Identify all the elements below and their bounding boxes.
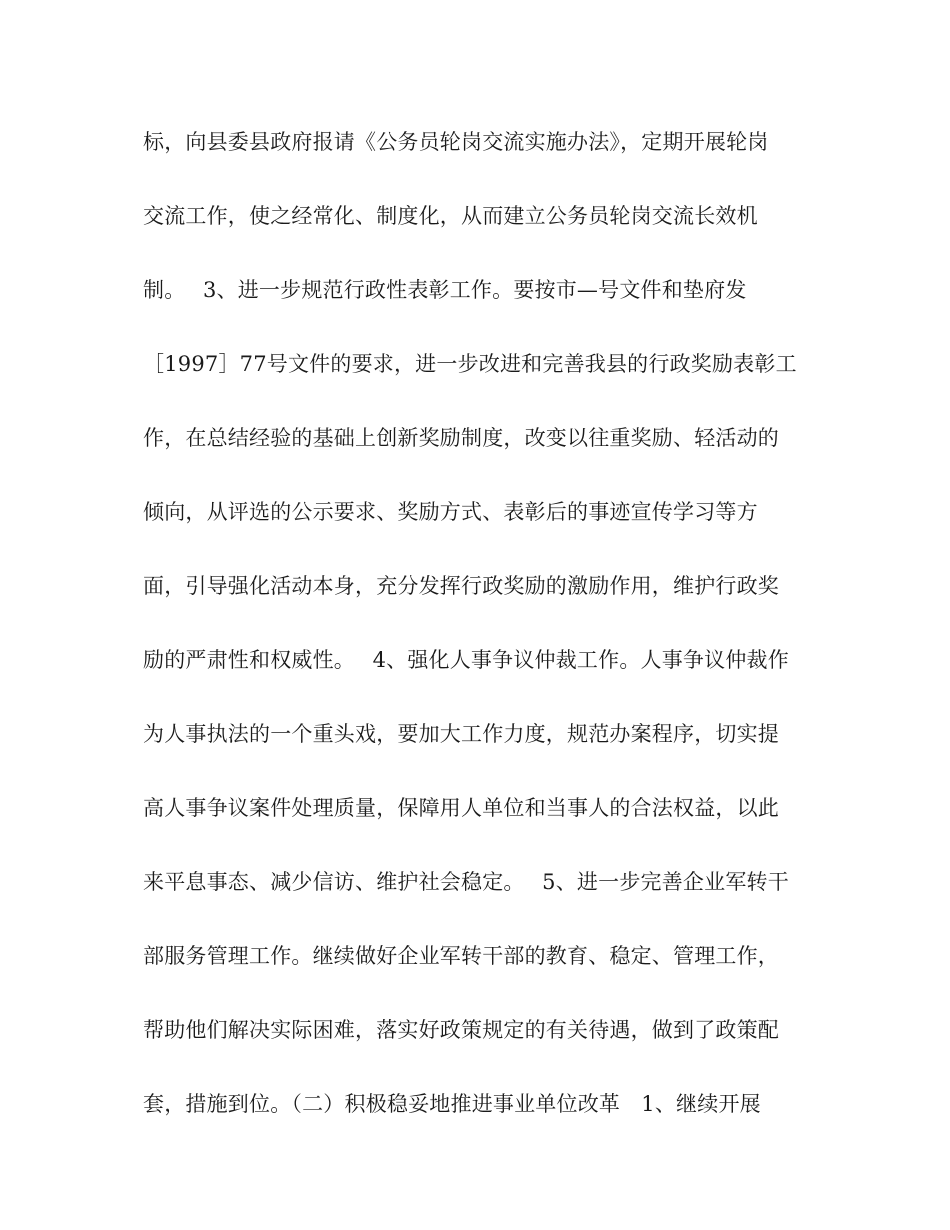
- text-line: 制。 3、进一步规范行政性表彰工作。要按市—号文件和垫府发: [143, 278, 747, 302]
- text-line: 倾向，从评选的公示要求、奖励方式、表彰后的事迹宣传学习等方: [143, 500, 758, 524]
- text-line: 作，在总结经验的基础上创新奖励制度，改变以往重奖励、轻活动的: [143, 426, 779, 450]
- text-line: 套，措施到位。（二）积极稳妥地推进事业单位改革 1、继续开展: [143, 1092, 761, 1116]
- text-line: 交流工作，使之经常化、制度化，从而建立公务员轮岗交流长效机: [143, 204, 758, 228]
- text-line: 帮助他们解决实际困难，落实好政策规定的有关待遇，做到了政策配: [143, 1018, 779, 1042]
- text-line: 部服务管理工作。继续做好企业军转干部的教育、稳定、管理工作，: [143, 944, 779, 968]
- text-line: 标，向县委县政府报请《公务员轮岗交流实施办法》，定期开展轮岗: [143, 130, 769, 154]
- text-line: 来平息事态、减少信访、维护社会稳定。 5、进一步完善企业军转干: [143, 870, 789, 894]
- text-line: 励的严肃性和权威性。 4、强化人事争议仲裁工作。人事争议仲裁作: [143, 648, 789, 672]
- text-line: ［1997］77号文件的要求，进一步改进和完善我县的行政奖励表彰工: [143, 352, 797, 376]
- text-line: 高人事争议案件处理质量，保障用人单位和当事人的合法权益，以此: [143, 796, 779, 820]
- text-line: 为人事执法的一个重头戏，要加大工作力度，规范办案程序，切实提: [143, 722, 779, 746]
- text-line: 面，引导强化活动本身，充分发挥行政奖励的激励作用，维护行政奖: [143, 574, 779, 598]
